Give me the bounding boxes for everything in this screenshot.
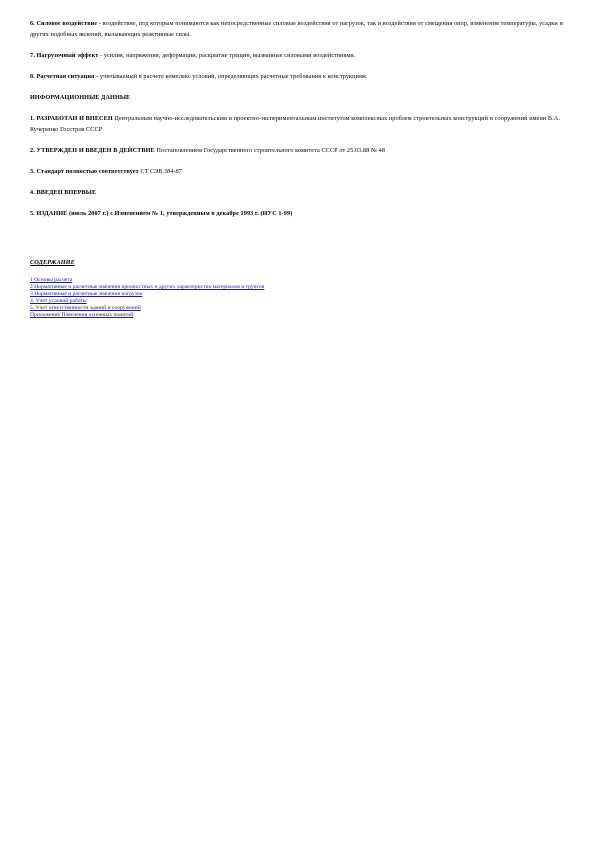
toc-link-2[interactable]: 2 Нормативные и расчетные значения прочностных и других характеристик материалов и грунтов bbox=[30, 284, 265, 290]
info-item-4 bbox=[30, 187, 570, 198]
definition-7-term: 7. Нагрузочный эффект bbox=[30, 52, 99, 59]
toc-item bbox=[30, 277, 570, 284]
toc-link-appendix[interactable]: Приложение Пояснения основных понятий bbox=[30, 312, 134, 318]
info-item-3 bbox=[30, 166, 570, 177]
definition-8-text: - учитываемый в расчете комплекс условий, определяющих расчетные требования к конструкциям. bbox=[94, 73, 368, 80]
info-item-3-ref: СТ СЭВ 384-87 bbox=[140, 168, 182, 175]
definition-8 bbox=[30, 71, 570, 82]
toc-item bbox=[30, 312, 570, 319]
toc-link-4[interactable]: 4. Учет условий работы bbox=[30, 298, 87, 304]
definition-7-text: - усилия, напряжения, деформации, раскрытие трещин, вызванные силовыми воздействиями. bbox=[98, 52, 356, 59]
document-page bbox=[30, 18, 570, 319]
info-item-3-text: 3. Стандарт полностью соответствует bbox=[30, 168, 141, 175]
toc-link-1[interactable]: 1 Основы расчета bbox=[30, 277, 73, 283]
toc-item bbox=[30, 291, 570, 298]
info-item-2-text: Постановлением Государственного строительного комитета СССР от 25.03.88 № 48 bbox=[154, 147, 386, 154]
definition-7 bbox=[30, 50, 570, 61]
table-of-contents bbox=[30, 277, 570, 319]
info-item-5 bbox=[30, 208, 570, 219]
info-item-1-text: Центральным научно-исследовательским и проектно-экспериментальным институтом комплексных проблем строительных конструкций и сооружений имени В.А. Кучеренко Госстроя СССР bbox=[30, 115, 561, 133]
info-heading: ИНФОРМАЦИОННЫЕ ДАННЫЕ bbox=[30, 94, 131, 101]
info-item-2-label: 2. УТВЕРЖДЕН И ВВЕДЕН В ДЕЙСТВИЕ bbox=[30, 147, 155, 154]
toc-item bbox=[30, 298, 570, 305]
toc-link-5[interactable]: 5. Учет ответственности зданий и сооружений bbox=[30, 305, 141, 311]
definition-6-term: 6. Силовое воздействие bbox=[30, 20, 98, 27]
toc-link-3[interactable]: 3 Нормативные и расчетные значения нагрузок bbox=[30, 291, 143, 297]
toc-item bbox=[30, 305, 570, 312]
info-item-5-text: 5. ИЗДАНИЕ (июль 2007 г.) с Изменением № 1, утвержденным в декабре 1993 г. (ИУС 1-99) bbox=[30, 210, 293, 217]
definition-6-text: - воздействие, под которым понимаются как непосредственные силовые воздействия от нагрузок, так и воздействия от смещения опор, изменения температуры, усадки и других подобных явлений, вызывающих реактивные силы. bbox=[30, 20, 563, 38]
toc-item bbox=[30, 284, 570, 291]
info-item-1-label: 1. РАЗРАБОТАН И ВНЕСЕН bbox=[30, 115, 113, 122]
info-item-2 bbox=[30, 145, 570, 156]
definition-6 bbox=[30, 18, 570, 40]
contents-title: СОДЕРЖАНИЕ bbox=[30, 259, 75, 266]
info-item-4-text: 4. ВВЕДЕН ВПЕРВЫЕ bbox=[30, 189, 97, 196]
definition-8-term: 8. Расчетная ситуация bbox=[30, 73, 95, 80]
info-item-1 bbox=[30, 113, 570, 135]
